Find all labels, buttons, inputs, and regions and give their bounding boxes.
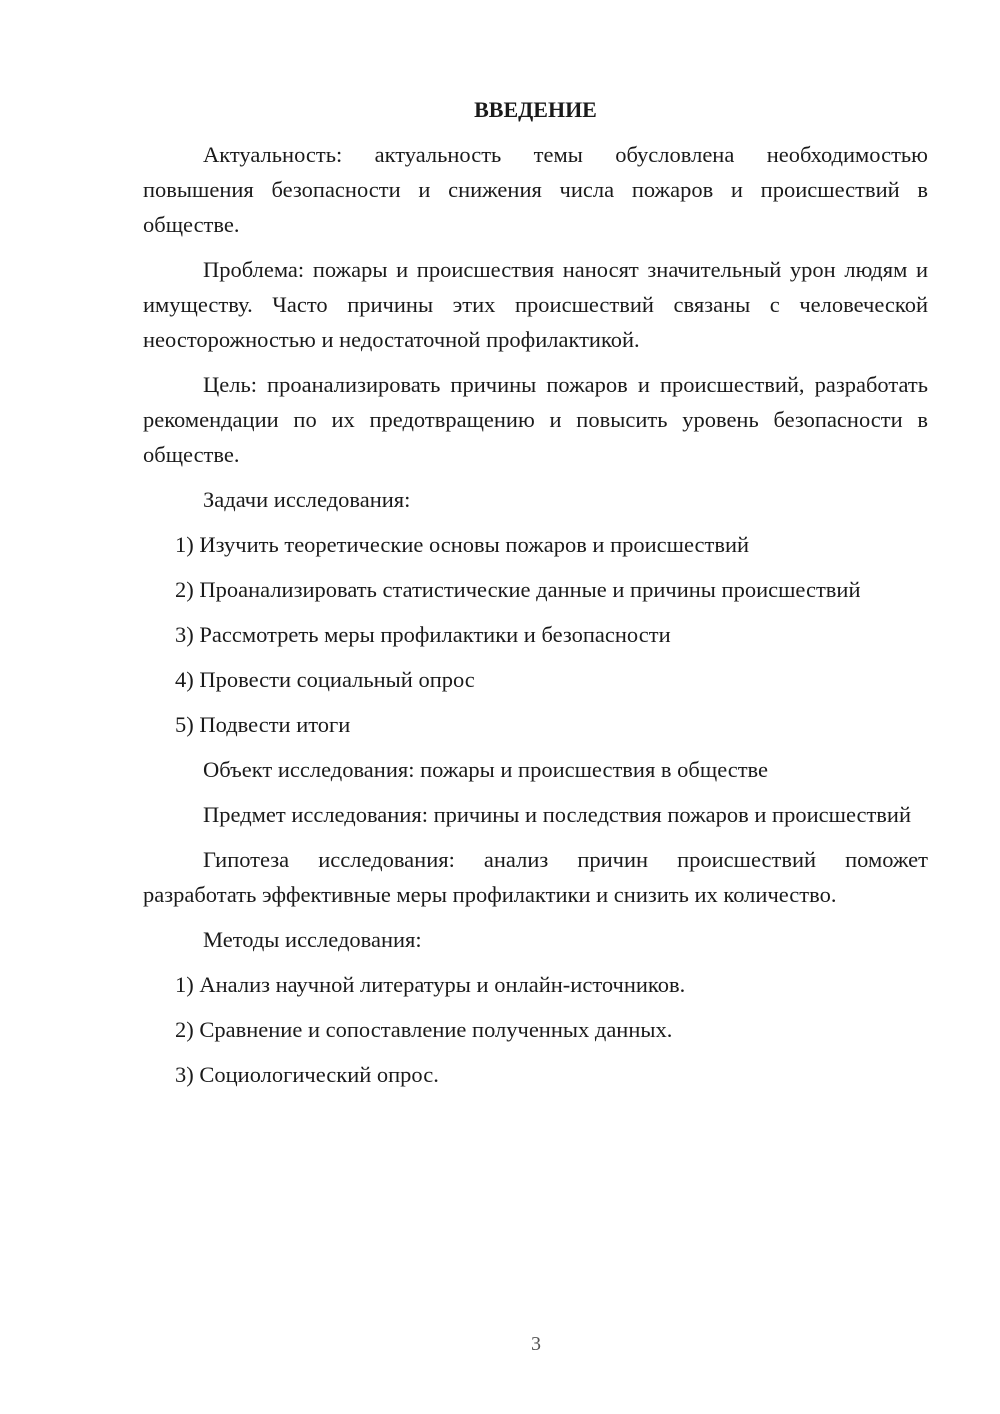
page-number: 3 [531,1333,541,1355]
methods-title: Методы исследования: [203,927,422,952]
section-heading: ВВЕДЕНИЕ [474,97,597,122]
task-item-4: 4) Провести социальный опрос [175,667,475,692]
task-item-1: 1) Изучить теоретические основы пожаров и происшествий [175,532,750,557]
task-item-5: 5) Подвести итоги [175,712,351,737]
task-item-3: 3) Рассмотреть меры профилактики и безопасности [175,622,671,647]
goal-paragraph: Цель: проанализировать причины пожаров и происшествий, разработать рекомендации по их предотвращению и повысить уровень безопасности в обществе. [143,372,928,467]
tasks-title: Задачи исследования: [203,487,411,512]
task-item-2: 2) Проанализировать статистические данные и причины происшествий [175,577,861,602]
subject-paragraph: Предмет исследования: причины и последствия пожаров и происшествий [203,802,912,827]
method-item-1: 1) Анализ научной литературы и онлайн-источников. [175,972,686,997]
relevance-paragraph: Актуальность: актуальность темы обусловлена необходимостью повышения безопасности и снижения числа пожаров и происшествий в обществе. [143,142,928,237]
method-item-3: 3) Социологический опрос. [175,1062,439,1087]
document-body [143,92,928,1102]
problem-paragraph: Проблема: пожары и происшествия наносят значительный урон людям и имуществу. Часто причины этих происшествий связаны с человеческой неосторожностью и недостаточной профилактикой. [143,257,928,352]
object-paragraph: Объект исследования: пожары и происшествия в обществе [203,757,769,782]
method-item-2: 2) Сравнение и сопоставление полученных данных. [175,1017,673,1042]
hypothesis-paragraph: Гипотеза исследования: анализ причин происшествий поможет разработать эффективные меры профилактики и снизить их количество. [143,847,928,907]
